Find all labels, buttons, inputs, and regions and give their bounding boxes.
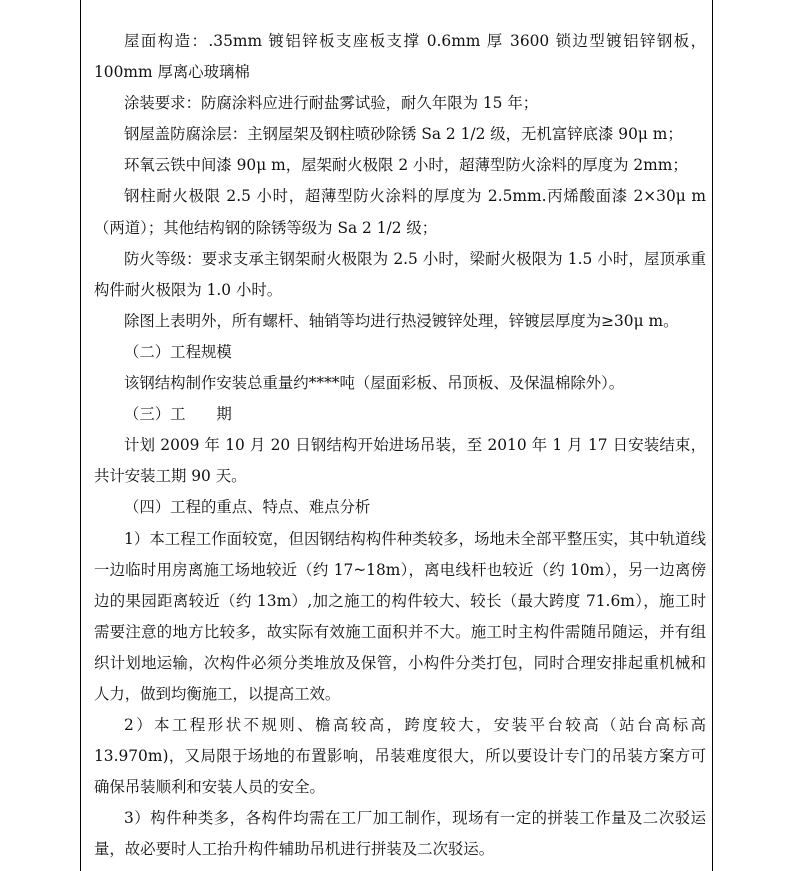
heading-key-points-analysis: （四）工程的重点、特点、难点分析	[124, 498, 371, 517]
paragraph-total-weight: 该钢结构制作安装总重量约****吨（屋面彩板、吊顶板、及保温棉除外）。	[124, 374, 625, 393]
paragraph-column-fire-resistance: 钢柱耐火极限 2.5 小时，超薄型防火涂料的厚度为 2.5mm.丙烯酸面漆 2×30μ m（两道）；其他结构钢的除锈等级为 Sa 2 1/2 级；	[94, 187, 706, 237]
heading-schedule: （三）工 期	[124, 405, 232, 424]
paragraph-anticorrosion-coating: 钢屋盖防腐涂层：主钢屋架及钢柱喷砂除锈 Sa 2 1/2 级，无机富锌底漆 90μ m；	[124, 125, 683, 144]
document-body	[94, 26, 706, 866]
paragraph-point-1: 1）本工程工作面较宽，但因钢结构构件种类较多，场地未全部平整压实，其中轨道线一边临时用房离施工场地较近（约 17~18m），离电线杆也较近（约 10m），另一边离傍边的果园距离较近（约 13m）,加之施工的构件较大、较长（最大跨度 71.6m），施工时需要注意的地方比较多，故实际有效施工面积并不大。施工时主构件需随吊随运，并有组织计划地运输，次构件必须分类堆放及保管，小构件分类打包，同时合理安排起重机械和人力，做到均衡施工，以提高工效。	[94, 529, 706, 703]
heading-project-scale: （二）工程规模	[124, 342, 232, 361]
paragraph-fire-rating: 防火等级：要求支承主钢架耐火极限为 2.5 小时，梁耐火极限为 1.5 小时，屋顶承重构件耐火极限为 1.0 小时。	[94, 249, 706, 299]
paragraph-coating-requirement: 涂装要求：防腐涂料应进行耐盐雾试验，耐久年限为 15 年；	[124, 94, 539, 113]
paragraph-intermediate-paint: 环氧云铁中间漆 90μ m，屋架耐火极限 2 小时，超薄型防火涂料的厚度为 2mm；	[124, 156, 688, 175]
paragraph-point-2: 2）本工程形状不规则、檐高较高，跨度较大，安装平台较高（站台高标高 13.970m)，又局限于场地的布置影响，吊装难度很大，所以要设计专门的吊装方案方可确保吊装顺利和安装人员的安全。	[94, 716, 706, 797]
paragraph-galvanizing: 除图上表明外，所有螺杆、轴销等均进行热浸镀锌处理，锌镀层厚度为≥30μ m。	[124, 311, 679, 330]
paragraph-schedule: 计划 2009 年 10 月 20 日钢结构开始进场吊装，至 2010 年 1 月 17 日安装结束，共计安装工期 90 天。	[94, 436, 706, 486]
paragraph-roof-construction: 屋面构造：.35mm 镀铝锌板支座板支撑 0.6mm 厚 3600 锁边型镀铝锌钢板，100mm 厚离心玻璃棉	[94, 32, 706, 82]
paragraph-point-3: 3）构件种类多，各构件均需在工厂加工制作，现场有一定的拼装工作量及二次驳运量，故必要时人工抬升构件辅助吊机进行拼装及二次驳运。	[94, 809, 706, 859]
